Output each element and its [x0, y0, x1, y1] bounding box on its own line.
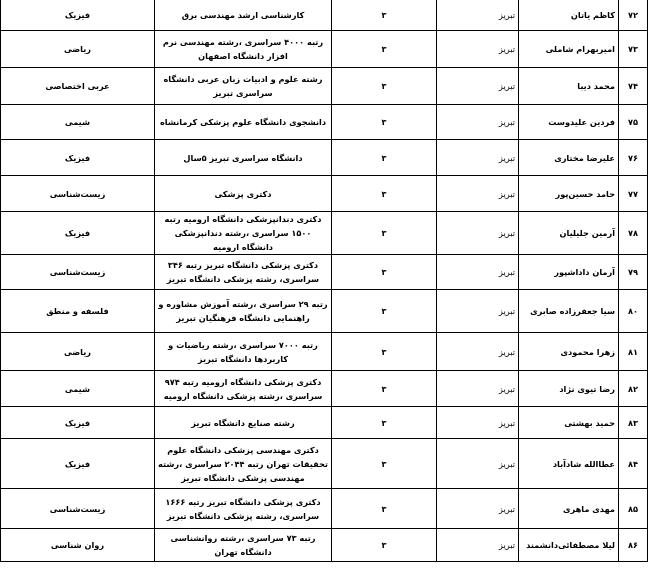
person-name: علیرضا مختاری: [519, 140, 619, 176]
education-description: دکتری دندانپزشکی دانشگاه ارومیه رتبه ۱۵۰۰ سراسری ،رشته دندانپزشکی دانشگاه ارومیه: [155, 212, 332, 255]
count: ۳: [332, 439, 437, 489]
person-name: زهرا محمودی: [519, 333, 619, 371]
subject: ریاضی: [1, 333, 155, 371]
count: ۳: [332, 31, 437, 68]
count: ۳: [332, 371, 437, 407]
city: تبریز: [437, 407, 519, 439]
subject: زیست‌شناسی: [1, 176, 155, 212]
table-row: [1, 407, 648, 439]
table-row: [1, 0, 648, 31]
person-name: رضا تیوی نژاد: [519, 371, 619, 407]
row-number: ۸۴: [619, 439, 648, 489]
education-description: دانشگاه سراسری تبریز ۵سال: [155, 140, 332, 176]
person-name: سیا جعفرزاده صابری: [519, 290, 619, 333]
table-row: [1, 439, 648, 489]
row-number: ۷۵: [619, 105, 648, 140]
city: تبریز: [437, 439, 519, 489]
count: ۳: [332, 290, 437, 333]
table-row: [1, 212, 648, 255]
person-name: مهدی ماهری: [519, 489, 619, 529]
city: تبریز: [437, 0, 519, 31]
count: ۳: [332, 212, 437, 255]
person-name: عطاالله شادآباد: [519, 439, 619, 489]
row-number: ۷۸: [619, 212, 648, 255]
row-number: ۷۶: [619, 140, 648, 176]
count: ۳: [332, 176, 437, 212]
count: ۳: [332, 407, 437, 439]
city: تبریز: [437, 176, 519, 212]
city: تبریز: [437, 529, 519, 562]
row-number: ۸۶: [619, 529, 648, 562]
subject: شیمی: [1, 105, 155, 140]
person-name: فردین علیدوست: [519, 105, 619, 140]
table-row: [1, 68, 648, 105]
education-description: کارشناسی ارشد مهندسی برق: [155, 0, 332, 31]
city: تبریز: [437, 105, 519, 140]
education-description: دکتری پزشکی دانشگاه تبریز رتبه ۳۴۶ سراسری، رشته پزشکی دانشگاه تبریز: [155, 255, 332, 290]
count: ۳: [332, 333, 437, 371]
subject: فیزیک: [1, 212, 155, 255]
table-row: [1, 31, 648, 68]
count: ۳: [332, 255, 437, 290]
subject: عربی اختصاصی: [1, 68, 155, 105]
count: ۳: [332, 529, 437, 562]
row-number: ۸۵: [619, 489, 648, 529]
subject: روان شناسی: [1, 529, 155, 562]
person-name: حمید بهشتی: [519, 407, 619, 439]
count: ۳: [332, 489, 437, 529]
count: ۳: [332, 68, 437, 105]
city: تبریز: [437, 290, 519, 333]
table-row: [1, 290, 648, 333]
table-row: [1, 489, 648, 529]
city: تبریز: [437, 489, 519, 529]
row-number: ۸۲: [619, 371, 648, 407]
education-description: دکتری پزشکی دانشگاه تبریز رتبه ۱۶۶۶ سراسری، رشته پزشکی دانشگاه تبریز: [155, 489, 332, 529]
subject: ریاضی: [1, 31, 155, 68]
education-description: رتبه ۷۰۰۰ سراسری ،رشته ریاضیات و کاربردها دانشگاه تبریز: [155, 333, 332, 371]
row-number: ۸۰: [619, 290, 648, 333]
city: تبریز: [437, 31, 519, 68]
subject: شیمی: [1, 371, 155, 407]
subject: زیست‌شناسی: [1, 489, 155, 529]
education-description: دکتری پزشکی: [155, 176, 332, 212]
table-row: [1, 255, 648, 290]
table-row: [1, 371, 648, 407]
education-description: دکتری مهندسی پزشکی دانشگاه علوم تحقیقات تهران رتبه ۲۰۴۴ سراسری ،رشته مهندسی پزشکی دانشگاه تبریز: [155, 439, 332, 489]
person-name: لیلا مصطفائی‌دانشمند: [519, 529, 619, 562]
subject: فلسفه و منطق: [1, 290, 155, 333]
row-number: ۸۱: [619, 333, 648, 371]
subject: فیزیک: [1, 439, 155, 489]
person-name: امیربهرام شاملی: [519, 31, 619, 68]
table-row: [1, 140, 648, 176]
education-description: رتبه ۲۹ سراسری ،رشته آموزش مشاوره و راهنمایی دانشگاه فرهنگیان تبریز: [155, 290, 332, 333]
city: تبریز: [437, 140, 519, 176]
city: تبریز: [437, 212, 519, 255]
city: تبریز: [437, 255, 519, 290]
row-number: ۷۴: [619, 68, 648, 105]
person-name: آرمین جلیلیان: [519, 212, 619, 255]
education-description: رشته صنایع دانشگاه تبریز: [155, 407, 332, 439]
row-number: ۷۳: [619, 31, 648, 68]
person-name: کاظم یاتان: [519, 0, 619, 31]
subject: زیست‌شناسی: [1, 255, 155, 290]
subject: فیزیک: [1, 407, 155, 439]
table-row: [1, 105, 648, 140]
city: تبریز: [437, 68, 519, 105]
education-description: رشته علوم و ادبیات زبان عربی دانشگاه سراسری تبریز: [155, 68, 332, 105]
education-description: رتبه ۴۰۰۰ سراسری ،رشته مهندسی نرم افزار دانشگاه اصفهان: [155, 31, 332, 68]
education-description: رتبه ۷۳ سراسری ،رشته روانشناسی دانشگاه تهران: [155, 529, 332, 562]
row-number: ۸۳: [619, 407, 648, 439]
table-row: [1, 176, 648, 212]
person-name: محمد دیبا: [519, 68, 619, 105]
education-description: دانشجوی دانشگاه علوم پزشکی کرمانشاه: [155, 105, 332, 140]
subject: فیزیک: [1, 140, 155, 176]
subject: فیزیک: [1, 0, 155, 31]
city: تبریز: [437, 371, 519, 407]
table-body: [1, 0, 648, 562]
table-row: [1, 333, 648, 371]
person-name: حامد حسین‌پور: [519, 176, 619, 212]
table-row: [1, 529, 648, 562]
count: ۳: [332, 140, 437, 176]
row-number: ۷۲: [619, 0, 648, 31]
count: ۳: [332, 105, 437, 140]
count: ۳: [332, 0, 437, 31]
person-name: آرمان داداشپور: [519, 255, 619, 290]
education-description: دکتری پزشکی دانشگاه ارومیه رتبه ۹۷۴ سراسری ،رشته پزشکی دانشگاه ارومیه: [155, 371, 332, 407]
row-number: ۷۷: [619, 176, 648, 212]
city: تبریز: [437, 333, 519, 371]
row-number: ۷۹: [619, 255, 648, 290]
